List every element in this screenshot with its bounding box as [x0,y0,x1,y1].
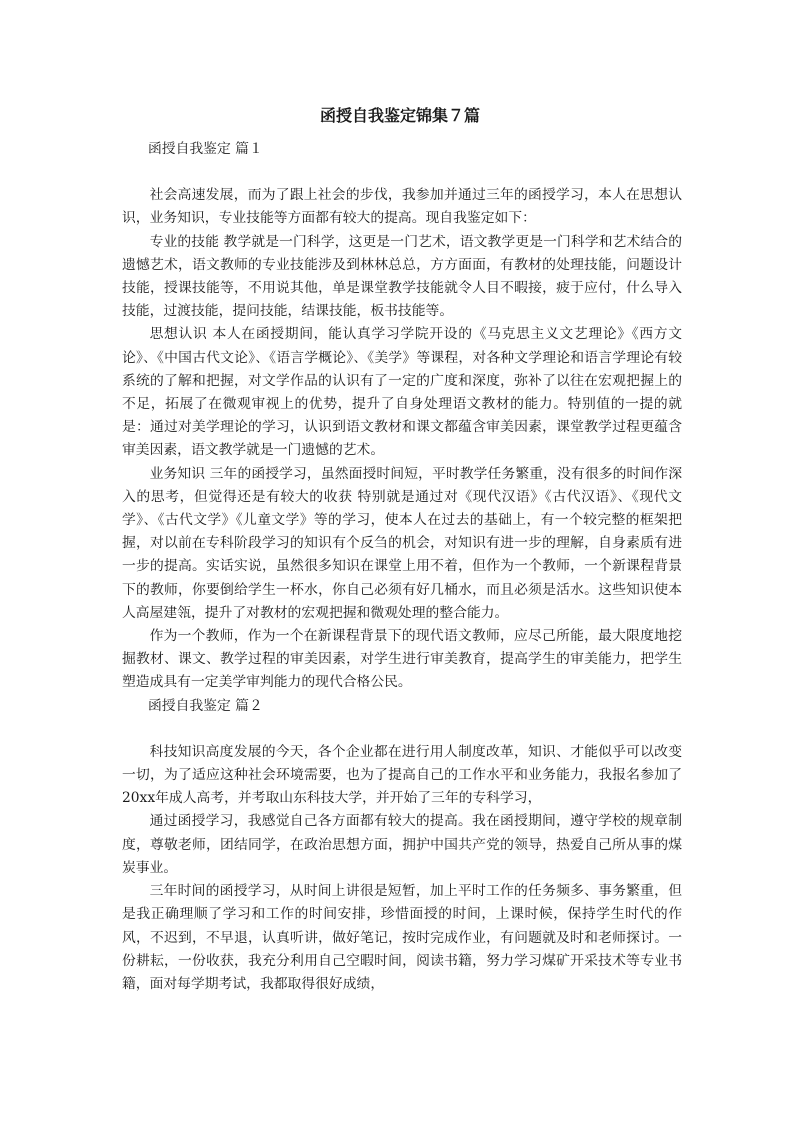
paragraph: 业务知识 三年的函授学习，虽然面授时间短，平时教学任务繁重，没有很多的时间作深入的思考，但觉得还是有较大的收获 特别就是通过对《现代汉语》《古代汉语》、《现代文学》、《古代文学》《儿童文学》等的学习，使本人在过去的基础上，有一个较完整的框架把握，对以前在专科阶段学习的知识有个反刍的机会，对知识有进一步的理解，自身素质有进一步的提高。实话实说，虽然很多知识在课堂上用不着，但作为一个教师，一个新课程背景下的教师，你要倒给学生一杯水，你自己必须有好几桶水，而且必须是活水。这些知识使本人高屋建瓴，提升了对教材的宏观把握和微观处理的整合能力。 [122,465,682,621]
section-heading: 函授自我鉴定 篇１ [148,141,263,157]
paragraph: 通过函授学习，我感觉自己各方面都有较大的提高。我在函授期间，遵守学校的规章制度，尊敬老师，团结同学，在政治思想方面，拥护中国共产党的领导，热爱自己所从事的煤炭事业。 [122,813,682,876]
paragraph: 社会高速发展，而为了跟上社会的步伐，我参加并通过三年的函授学习，本人在思想认识，业务知识，专业技能等方面都有较大的提高。现自我鉴定如下： [122,187,682,227]
paragraph: 科技知识高度发展的今天，各个企业都在进行用人制度改革，知识、才能似乎可以改变一切，为了适应这种社会环境需要，也为了提高自己的工作水平和业务能力，我报名参加了20xx年成人高考，并考取山东科技大学，并开始了三年的专科学习， [122,743,682,807]
section-heading: 函授自我鉴定 篇２ [148,697,263,714]
document-title: 函授自我鉴定锦集７篇 [319,106,480,125]
paragraph: 三年时间的函授学习，从时间上讲很是短暂，加上平时工作的任务频多、事务繁重，但是我正确理顺了学习和工作的时间安排，珍惜面授的时间，上课时候，保持学生时代的作风，不迟到，不早退，认真听讲，做好笔记，按时完成作业，有问题就及时和老师探讨。一份耕耘，一份收获，我充分利用自己空暇时间，阅读书籍，努力学习煤矿开采技术等专业书籍，面对每学期考试，我都取得很好成绩， [122,883,682,992]
section-1 [122,138,682,695]
section-2 [122,695,682,996]
paragraph: 作为一个教师，作为一个在新课程背景下的现代语文教师，应尽己所能，最大限度地挖掘教材、课文、教学过程的审美因素，对学生进行审美教育，提高学生的审美能力，把学生塑造成具有一定美学审判能力的现代合格公民。 [122,628,682,691]
paragraph: 思想认识 本人在函授期间，能认真学习学院开设的《马克思主义文艺理论》《西方文论》、《中国古代文论》、《语言学概论》、《美学》等课程，对各种文学理论和语言学理论有较系统的了解和把握，对文学作品的认识有了一定的广度和深度，弥补了以往在宏观把握上的不足，拓展了在微观审视上的优势，提升了自身处理语文教材的能力。特别值的一提的就是：通过对美学理论的学习，认识到语文教材和课文都蕴含审美因素，课堂教学过程更蕴含审美因素，语文教学就是一门遗憾的艺术。 [122,326,682,459]
document-body [122,138,682,996]
paragraph: 专业的技能 教学就是一门科学，这更是一门艺术，语文教学更是一门科学和艺术结合的遗憾艺术，语文教师的专业技能涉及到林林总总，方方面面，有教材的处理技能，问题设计技能，授课技能等，不用说其他，单是课堂教学技能就令人目不暇接，疲于应付，什么导入技能，过渡技能，提问技能，结课技能，板书技能等。 [122,233,682,320]
